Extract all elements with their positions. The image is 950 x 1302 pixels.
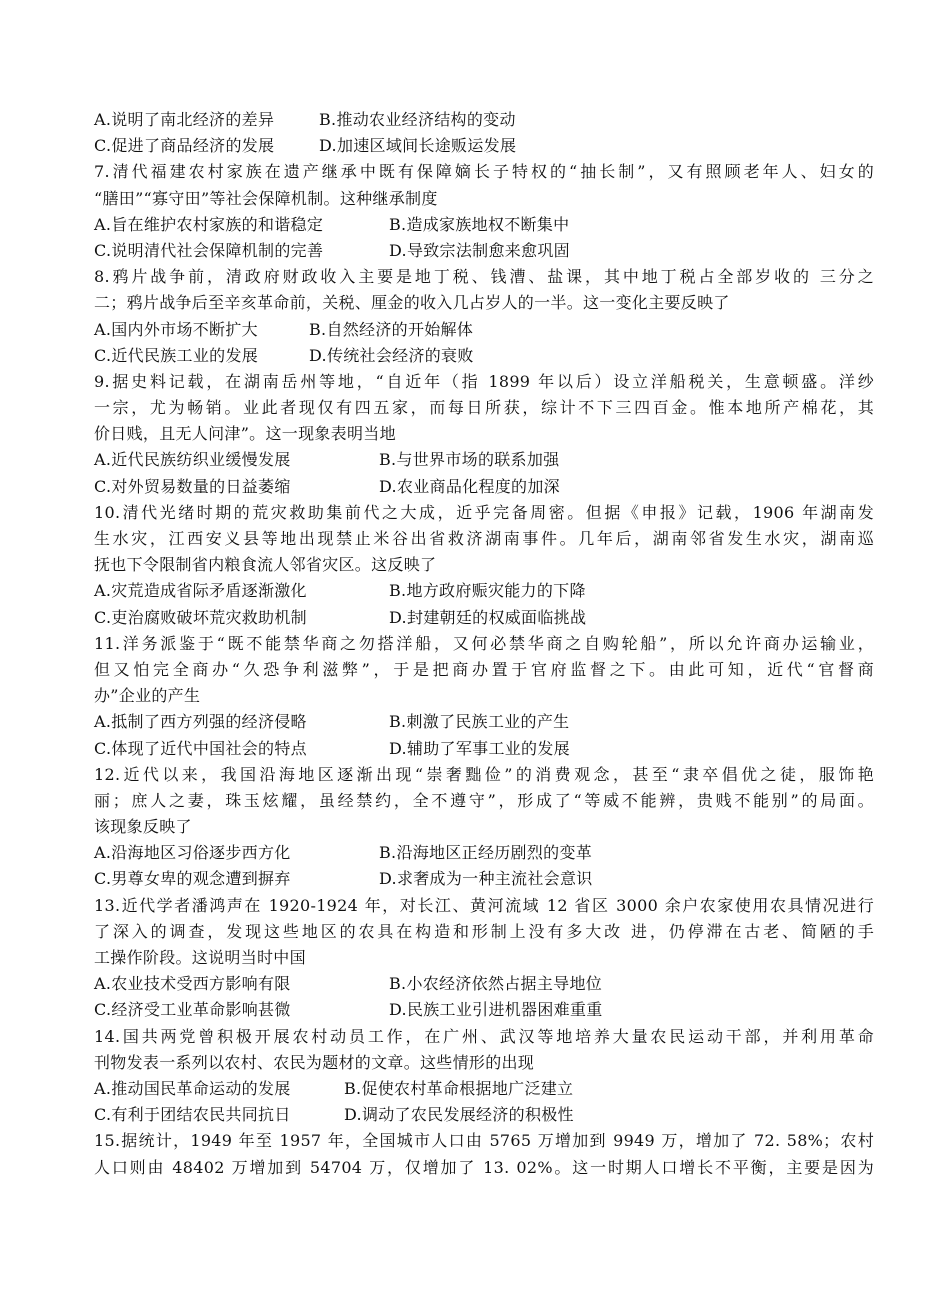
q12-stem-line: 该现象反映了 [94,817,192,837]
q12-options-row-1 [94,840,874,866]
q12-option-c[interactable]: C.男尊女卑的观念遭到摒弃 [94,869,291,889]
q11-stem-line: 但又怕完全商办“久恐争利滋弊”，于是把商办置于官府监督之下。由此可知，近代“官督商 [94,659,874,679]
q10-options-row-1 [94,578,874,604]
q15-stem-line: 15.据统计，1949 年至 1957 年，全国城市人口由 5765 万增加到 9949 万，增加了 72. 58%；农村 [94,1131,874,1151]
q11-option-b[interactable]: B.刺激了民族工业的产生 [389,712,570,732]
q7-stem-line: 7.清代福建农村家族在遗产继承中既有保障嫡长子特权的“抽长制”，又有照顾老年人、妇女的 [94,162,874,182]
q13-option-c[interactable]: C.经济受工业革命影响甚微 [94,1000,291,1020]
q8-stem-line: 8.鸦片战争前，清政府财政收入主要是地丁税、钱漕、盐课，其中地丁税占全部岁收的 三分之 [94,267,874,287]
q12-option-b[interactable]: B.沿海地区正经历剧烈的变革 [379,843,593,863]
q13-option-a[interactable]: A.农业技术受西方影响有限 [94,974,291,994]
q15-stem-line: 人口则由 48402 万增加到 54704 万，仅增加了 13. 02%。这一时期人口增长不平衡，主要是因为 [94,1157,874,1177]
q11-option-d[interactable]: D.辅助了军事工业的发展 [389,738,570,758]
q11-stem-line: 办”企业的产生 [94,686,201,706]
q14-options-row-1 [94,1076,874,1102]
q13-option-d[interactable]: D.民族工业引进机器困难重重 [389,1000,603,1020]
q13-stem-line: 13.近代学者潘鸿声在 1920-1924 年，对长江、黄河流域 12 省区 3000 余户农家使用农具情况进行 [94,895,874,915]
q8-option-b[interactable]: B.自然经济的开始解体 [309,319,474,339]
q10-options-row-2 [94,605,874,631]
q14-stem-line: 刊物发表一系列以农村、农民为题材的文章。这些情形的出现 [94,1052,535,1072]
q10-option-c[interactable]: C.吏治腐败破坏荒灾救助机制 [94,607,307,627]
q12-options-row-2 [94,866,874,892]
q9-option-b[interactable]: B.与世界市场的联系加强 [379,450,560,470]
q7-option-d[interactable]: D.导致宗法制愈来愈巩固 [389,240,570,260]
q8-options-row-2 [94,343,874,369]
q10-option-d[interactable]: D.封建朝廷的权威面临挑战 [389,607,587,627]
q11-options-row-1 [94,709,874,735]
q11-option-a[interactable]: A.抵制了西方列强的经济侵略 [94,712,307,732]
q9-stem-line: 价日贱，且无人问津”。这一现象表明当地 [94,424,396,444]
q8-option-c[interactable]: C.近代民族工业的发展 [94,345,259,365]
q6-option-c[interactable]: C.促进了商品经济的发展 [94,136,275,156]
q7-options-row-2 [94,238,874,264]
q6-options-row-2 [94,133,874,159]
q14-option-c[interactable]: C.有利于团结农民共同抗日 [94,1105,291,1125]
q8-option-d[interactable]: D.传统社会经济的衰败 [309,345,474,365]
q12-option-d[interactable]: D.求奢成为一种主流社会意识 [379,869,593,889]
q7-option-b[interactable]: B.造成家族地权不断集中 [389,214,570,234]
q12-option-a[interactable]: A.沿海地区习俗逐步西方化 [94,843,291,863]
q11-option-c[interactable]: C.体现了近代中国社会的特点 [94,738,307,758]
q10-stem-line: 抚也下令限制省内粮食流人邻省灾区。这反映了 [94,555,437,575]
q14-options-row-2 [94,1102,874,1128]
q9-stem-line: 9.据史料记载，在湖南岳州等地，“自近年（指 1899 年以后）设立洋船税关，生意顿盛。洋纱 [94,371,874,391]
q14-stem-line: 14.国共两党曾积极开展农村动员工作，在广州、武汉等地培养大量农民运动干部，并利用革命 [94,1026,874,1046]
q6-option-a[interactable]: A.说明了南北经济的差异 [94,110,275,129]
q14-option-a[interactable]: A.推动国民革命运动的发展 [94,1078,291,1098]
q13-stem-line: 工操作阶段。这说明当时中国 [94,948,306,967]
q11-options-row-2 [94,736,874,762]
q7-options-row-1 [94,212,874,238]
q11-stem-line: 11.洋务派鉴于“既不能禁华商之勿搭洋船，又何必禁华商之自购轮船”，所以允许商办运输业， [94,633,874,653]
q8-stem-line: 二；鸦片战争后至辛亥革命前，关税、厘金的收入几占岁人的一半。这一变化主要反映了 [94,293,730,313]
q14-option-b[interactable]: B.促使农村革命根据地广泛建立 [344,1078,574,1098]
q10-stem-line: 生水灾，江西安义县等地出现禁止米谷出省救济湖南事件。几年后，湖南邻省发生水灾，湖南巡 [94,529,874,548]
q12-stem-line: 12.近代以来，我国沿海地区逐渐出现“崇奢黜俭”的消费观念，甚至“隶卒倡优之徒，服饰艳 [94,764,874,784]
q7-option-a[interactable]: A.旨在维护农村家族的和谐稳定 [94,214,324,234]
question-list [94,107,874,1181]
q9-options-row-1 [94,447,874,473]
q6-options-row-1 [94,107,874,133]
q13-stem-line: 了深入的调查，发现这些地区的农具在构造和形制上没有多大改 进，仍停滞在古老、简陋的手 [94,921,874,941]
q9-option-c[interactable]: C.对外贸易数量的日益萎缩 [94,476,291,496]
q9-option-d[interactable]: D.农业商品化程度的加深 [379,476,560,496]
q10-stem-line: 10.清代光绪时期的荒灾救助集前代之大成，近乎完备周密。但据《申报》记载，1906 年湖南发 [94,502,874,522]
q7-stem-line: “膳田”“寡守田”等社会保障机制。这种继承制度 [94,188,438,208]
q7-option-c[interactable]: C.说明清代社会保障机制的完善 [94,240,324,260]
q6-option-d[interactable]: D.加速区域间长途贩运发展 [319,136,517,156]
q13-options-row-1 [94,971,874,997]
q8-options-row-1 [94,317,874,343]
q12-stem-line: 丽；庶人之妻，珠玉炫耀，虽经禁约，全不遵守”，形成了“等威不能辨，贵贱不能别”的局面。 [94,790,874,810]
q14-option-d[interactable]: D.调动了农民发展经济的积极性 [344,1105,574,1125]
q13-option-b[interactable]: B.小农经济依然占据主导地位 [389,974,603,994]
q13-options-row-2 [94,997,874,1023]
q10-option-b[interactable]: B.地方政府赈灾能力的下降 [389,581,586,601]
q10-option-a[interactable]: A.灾荒造成省际矛盾逐渐激化 [94,581,307,601]
q8-option-a[interactable]: A.国内外市场不断扩大 [94,319,258,339]
q9-options-row-2 [94,474,874,500]
q6-option-b[interactable]: B.推动农业经济结构的变动 [319,110,516,129]
q9-option-a[interactable]: A.近代民族纺织业缓慢发展 [94,450,291,470]
q9-stem-line: 一宗，尤为畅销。业此者现仅有四五家，而每日所获，综计不下三四百金。惟本地所产棉花，其 [94,398,874,418]
